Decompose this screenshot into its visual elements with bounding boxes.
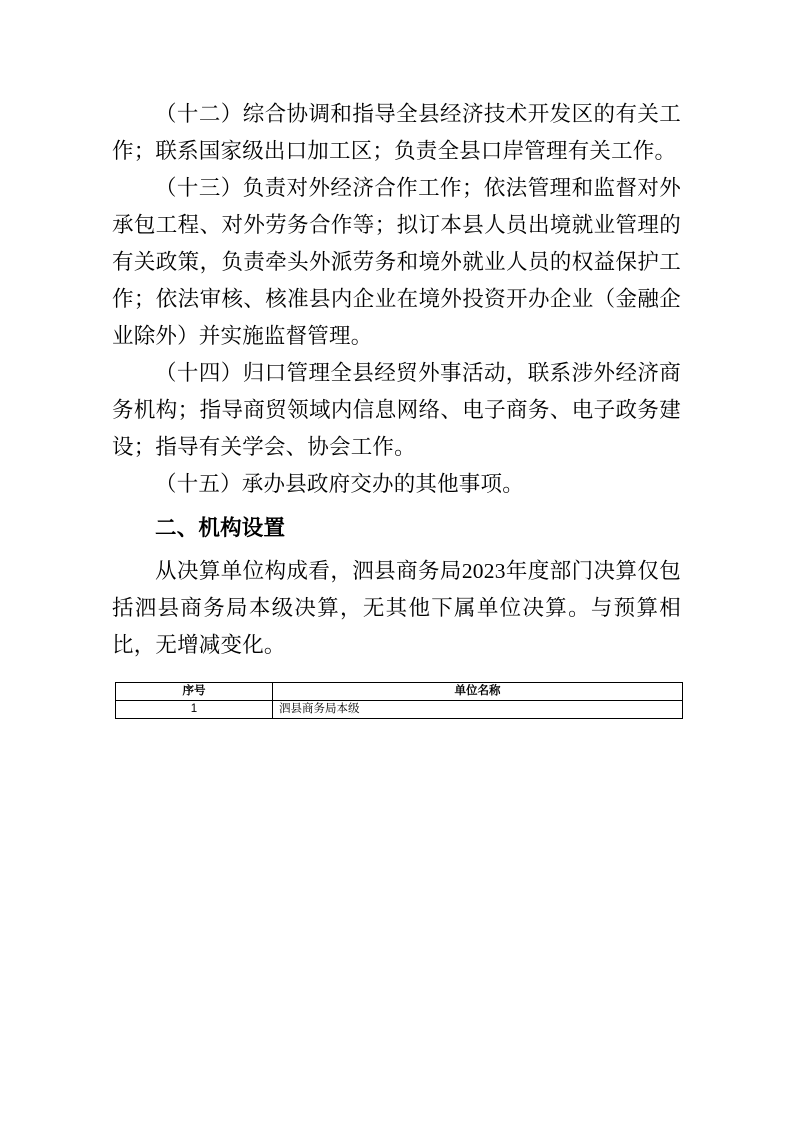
- table-row: [116, 701, 683, 719]
- paragraph-14: （十四）归口管理全县经贸外事活动，联系涉外经济商务机构；指导商贸领域内信息网络、电子商务、电子政务建设；指导有关学会、协会工作。: [112, 361, 681, 459]
- table-cell-name: 泗县商务局本级: [273, 701, 683, 719]
- paragraph-12: （十二）综合协调和指导全县经济技术开发区的有关工作；联系国家级出口加工区；负责全县口岸管理有关工作。: [112, 102, 681, 163]
- section-heading-organization: 二、机构设置: [155, 516, 286, 540]
- paragraph-15: （十五）承办县政府交办的其他事项。: [155, 472, 524, 496]
- section-paragraph-organization: 从决算单位构成看，泗县商务局2023年度部门决算仅包括泗县商务局本级决算，无其他下属单位决算。与预算相比，无增减变化。: [112, 559, 681, 657]
- table-header-row: [116, 683, 683, 701]
- table-cell-no: 1: [116, 701, 273, 719]
- table-header-单位名称: 单位名称: [273, 683, 683, 701]
- paragraph-13: （十三）负责对外经济合作工作；依法管理和监督对外承包工程、对外劳务合作等；拟订本县人员出境就业管理的有关政策，负责牵头外派劳务和境外就业人员的权益保护工作；依法审核、核准县内企业在境外投资开办企业（金融企业除外）并实施监督管理。: [112, 176, 681, 348]
- unit-table: [115, 682, 683, 719]
- document-body: [112, 96, 681, 664]
- table-header-序号: 序号: [116, 683, 273, 701]
